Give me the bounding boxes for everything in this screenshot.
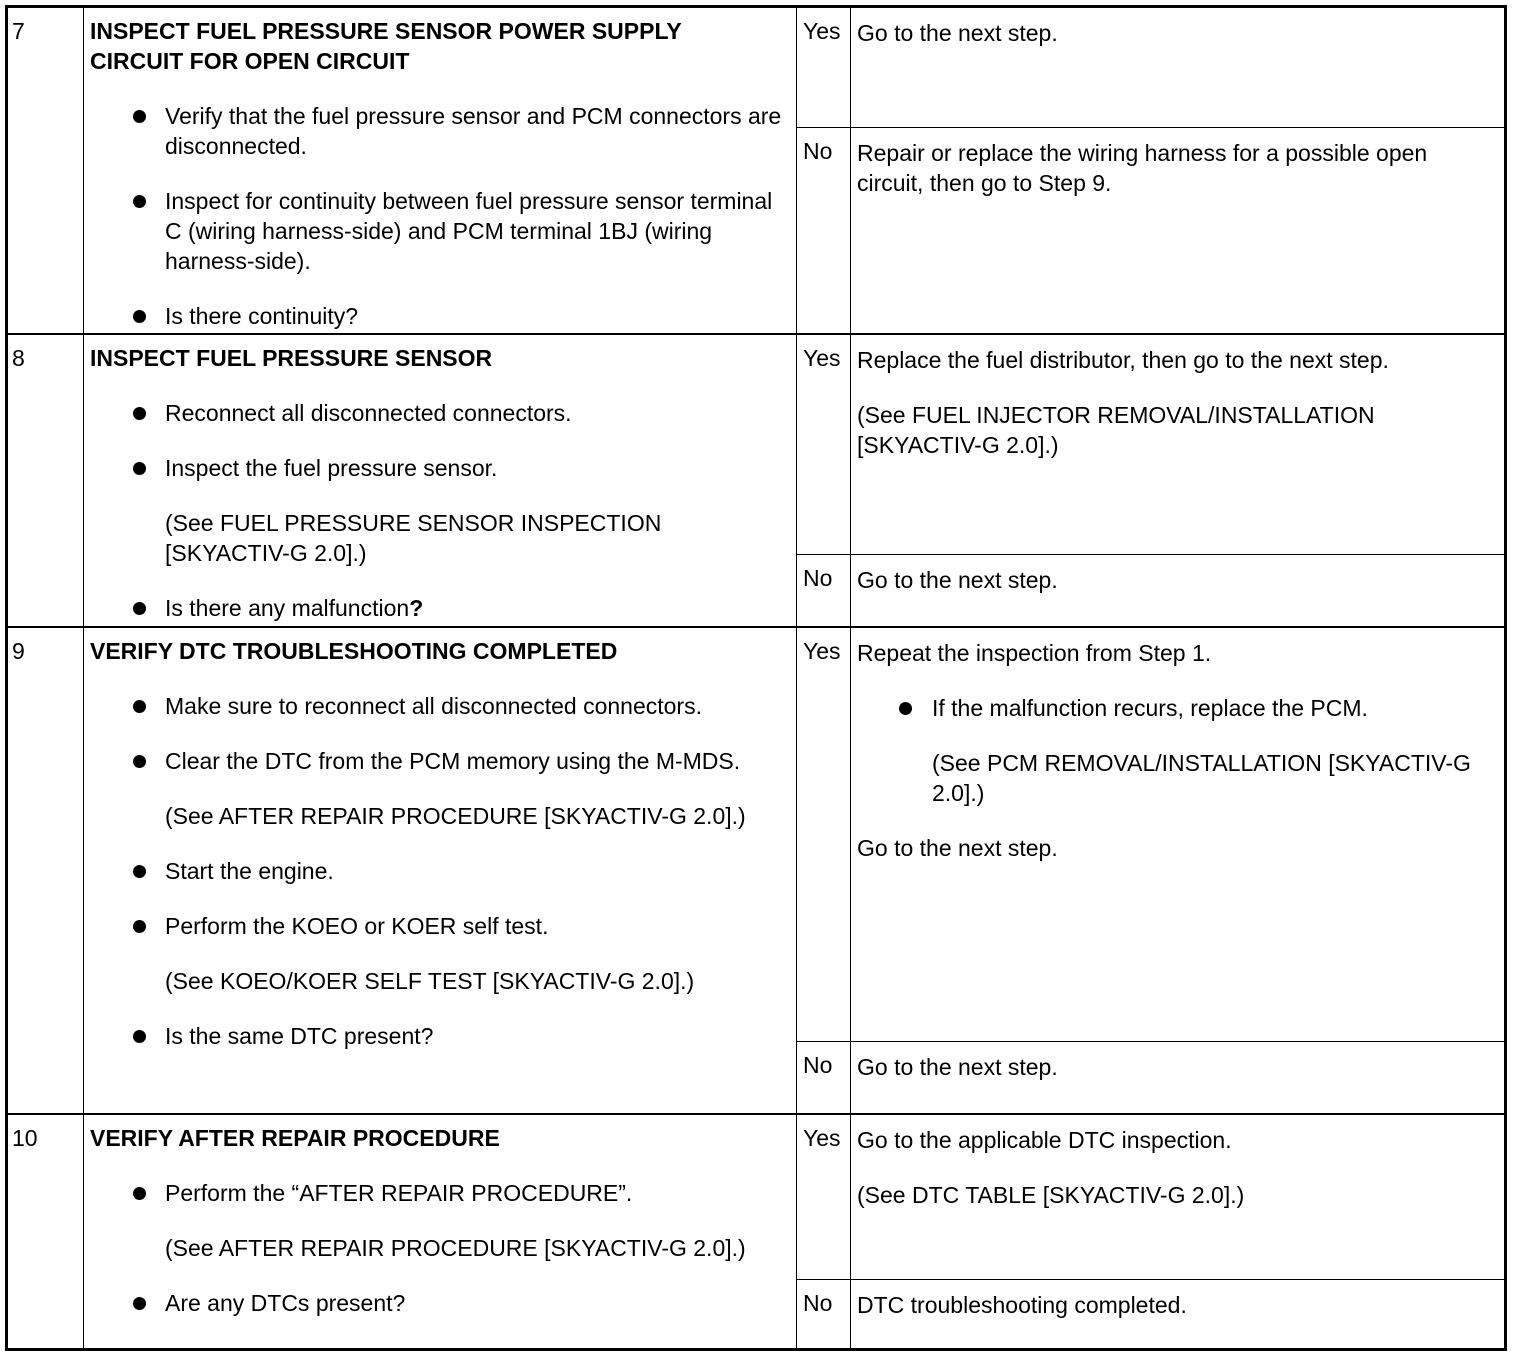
inspection-cell: [84, 335, 797, 626]
inspection-cell: [84, 8, 797, 333]
step-row-7: [8, 8, 1504, 333]
step-title: VERIFY DTC TROUBLESHOOTING COMPLETED: [90, 638, 618, 664]
yes-bullet: If the malfunction recurs, replace the PCM.: [857, 693, 1494, 723]
yes-label: Yes: [803, 638, 841, 664]
inspection-item: Start the engine.: [90, 856, 788, 886]
yes-action: Go to the applicable DTC inspection.: [857, 1127, 1232, 1153]
inspection-item: Perform the KOEO or KOER self test.: [90, 911, 788, 941]
step-number: 8: [12, 345, 25, 371]
bullet-icon: [133, 920, 146, 933]
bullet-icon: [133, 110, 146, 123]
bullet-icon: [133, 1297, 146, 1310]
inspection-question: Are any DTCs present?: [90, 1288, 788, 1318]
bullet-icon: [133, 195, 146, 208]
step-row-8: [8, 333, 1504, 626]
no-action: Go to the next step.: [857, 1054, 1058, 1080]
step-number-cell: [8, 628, 84, 1113]
yes-label: Yes: [803, 345, 841, 371]
bullet-icon: [133, 462, 146, 475]
yes-no-divider: [797, 127, 1504, 128]
no-action: Go to the next step.: [857, 567, 1058, 593]
inspection-item: Clear the DTC from the PCM memory using the M-MDS.: [90, 746, 788, 776]
action-column: [851, 1115, 1504, 1348]
result-column: [797, 8, 851, 333]
yes-reference: (See FUEL INJECTOR REMOVAL/INSTALLATION [SKYACTIV-G 2.0].): [857, 402, 1375, 458]
yes-no-divider: [797, 554, 1504, 555]
bullet-icon: [899, 702, 912, 715]
inspection-question: Is the same DTC present?: [90, 1021, 788, 1051]
yes-action: Repeat the inspection from Step 1.: [857, 640, 1212, 666]
step-title: INSPECT FUEL PRESSURE SENSOR: [90, 345, 493, 371]
yes-final: Go to the next step.: [857, 835, 1058, 861]
step-row-9: [8, 626, 1504, 1113]
no-label: No: [803, 138, 833, 164]
step-number-cell: [8, 8, 84, 333]
result-column: [797, 335, 851, 626]
result-column: [797, 1115, 851, 1348]
no-label: No: [803, 1052, 833, 1078]
reference-note: (See AFTER REPAIR PROCEDURE [SKYACTIV-G 2.0].): [165, 1235, 746, 1261]
inspection-item: Inspect for continuity between fuel pressure sensor terminal C (wiring harness-side) and PCM terminal 1BJ (wiring harness-side).: [90, 186, 788, 276]
no-action: DTC troubleshooting completed.: [857, 1292, 1187, 1318]
step-number-cell: [8, 335, 84, 626]
bullet-icon: [133, 1187, 146, 1200]
inspection-item: Perform the “AFTER REPAIR PROCEDURE”.: [90, 1178, 788, 1208]
step-number: 9: [12, 638, 25, 664]
no-label: No: [803, 1290, 833, 1316]
inspection-question: Is there any malfunction?: [90, 593, 788, 623]
step-title: VERIFY AFTER REPAIR PROCEDURE: [90, 1125, 500, 1151]
reference-note: (See KOEO/KOER SELF TEST [SKYACTIV-G 2.0].): [165, 968, 695, 994]
yes-reference: (See PCM REMOVAL/INSTALLATION [SKYACTIV-G 2.0].): [932, 750, 1471, 806]
yes-label: Yes: [803, 18, 841, 44]
inspection-item: Inspect the fuel pressure sensor.: [90, 453, 788, 483]
inspection-question: Is there continuity?: [90, 301, 788, 331]
bullet-icon: [133, 700, 146, 713]
yes-no-divider: [797, 1041, 1504, 1042]
no-label: No: [803, 565, 833, 591]
inspection-item: Verify that the fuel pressure sensor and PCM connectors are disconnected.: [90, 101, 788, 161]
inspection-item: Make sure to reconnect all disconnected connectors.: [90, 691, 788, 721]
yes-action: Go to the next step.: [857, 20, 1058, 46]
inspection-item: Reconnect all disconnected connectors.: [90, 398, 788, 428]
step-row-10: [8, 1113, 1504, 1348]
bullet-icon: [133, 310, 146, 323]
bullet-icon: [133, 865, 146, 878]
step-title: INSPECT FUEL PRESSURE SENSOR POWER SUPPLY CIRCUIT FOR OPEN CIRCUIT: [90, 18, 682, 74]
reference-note: (See AFTER REPAIR PROCEDURE [SKYACTIV-G 2.0].): [165, 803, 746, 829]
bullet-icon: [133, 1030, 146, 1043]
inspection-cell: [84, 628, 797, 1113]
no-action: Repair or replace the wiring harness for a possible open circuit, then go to Step 9.: [857, 140, 1428, 196]
inspection-cell: [84, 1115, 797, 1348]
bullet-icon: [133, 755, 146, 768]
bullet-icon: [133, 407, 146, 420]
action-column: [851, 335, 1504, 626]
reference-note: (See FUEL PRESSURE SENSOR INSPECTION [SKYACTIV-G 2.0].): [165, 510, 662, 566]
yes-label: Yes: [803, 1125, 841, 1151]
yes-reference: (See DTC TABLE [SKYACTIV-G 2.0].): [857, 1182, 1245, 1208]
action-column: [851, 8, 1504, 333]
yes-action: Replace the fuel distributor, then go to the next step.: [857, 347, 1389, 373]
step-number-cell: [8, 1115, 84, 1348]
step-number: 7: [12, 18, 25, 44]
step-number: 10: [12, 1125, 38, 1151]
troubleshooting-table: [5, 5, 1507, 1351]
bullet-icon: [133, 602, 146, 615]
yes-no-divider: [797, 1279, 1504, 1280]
